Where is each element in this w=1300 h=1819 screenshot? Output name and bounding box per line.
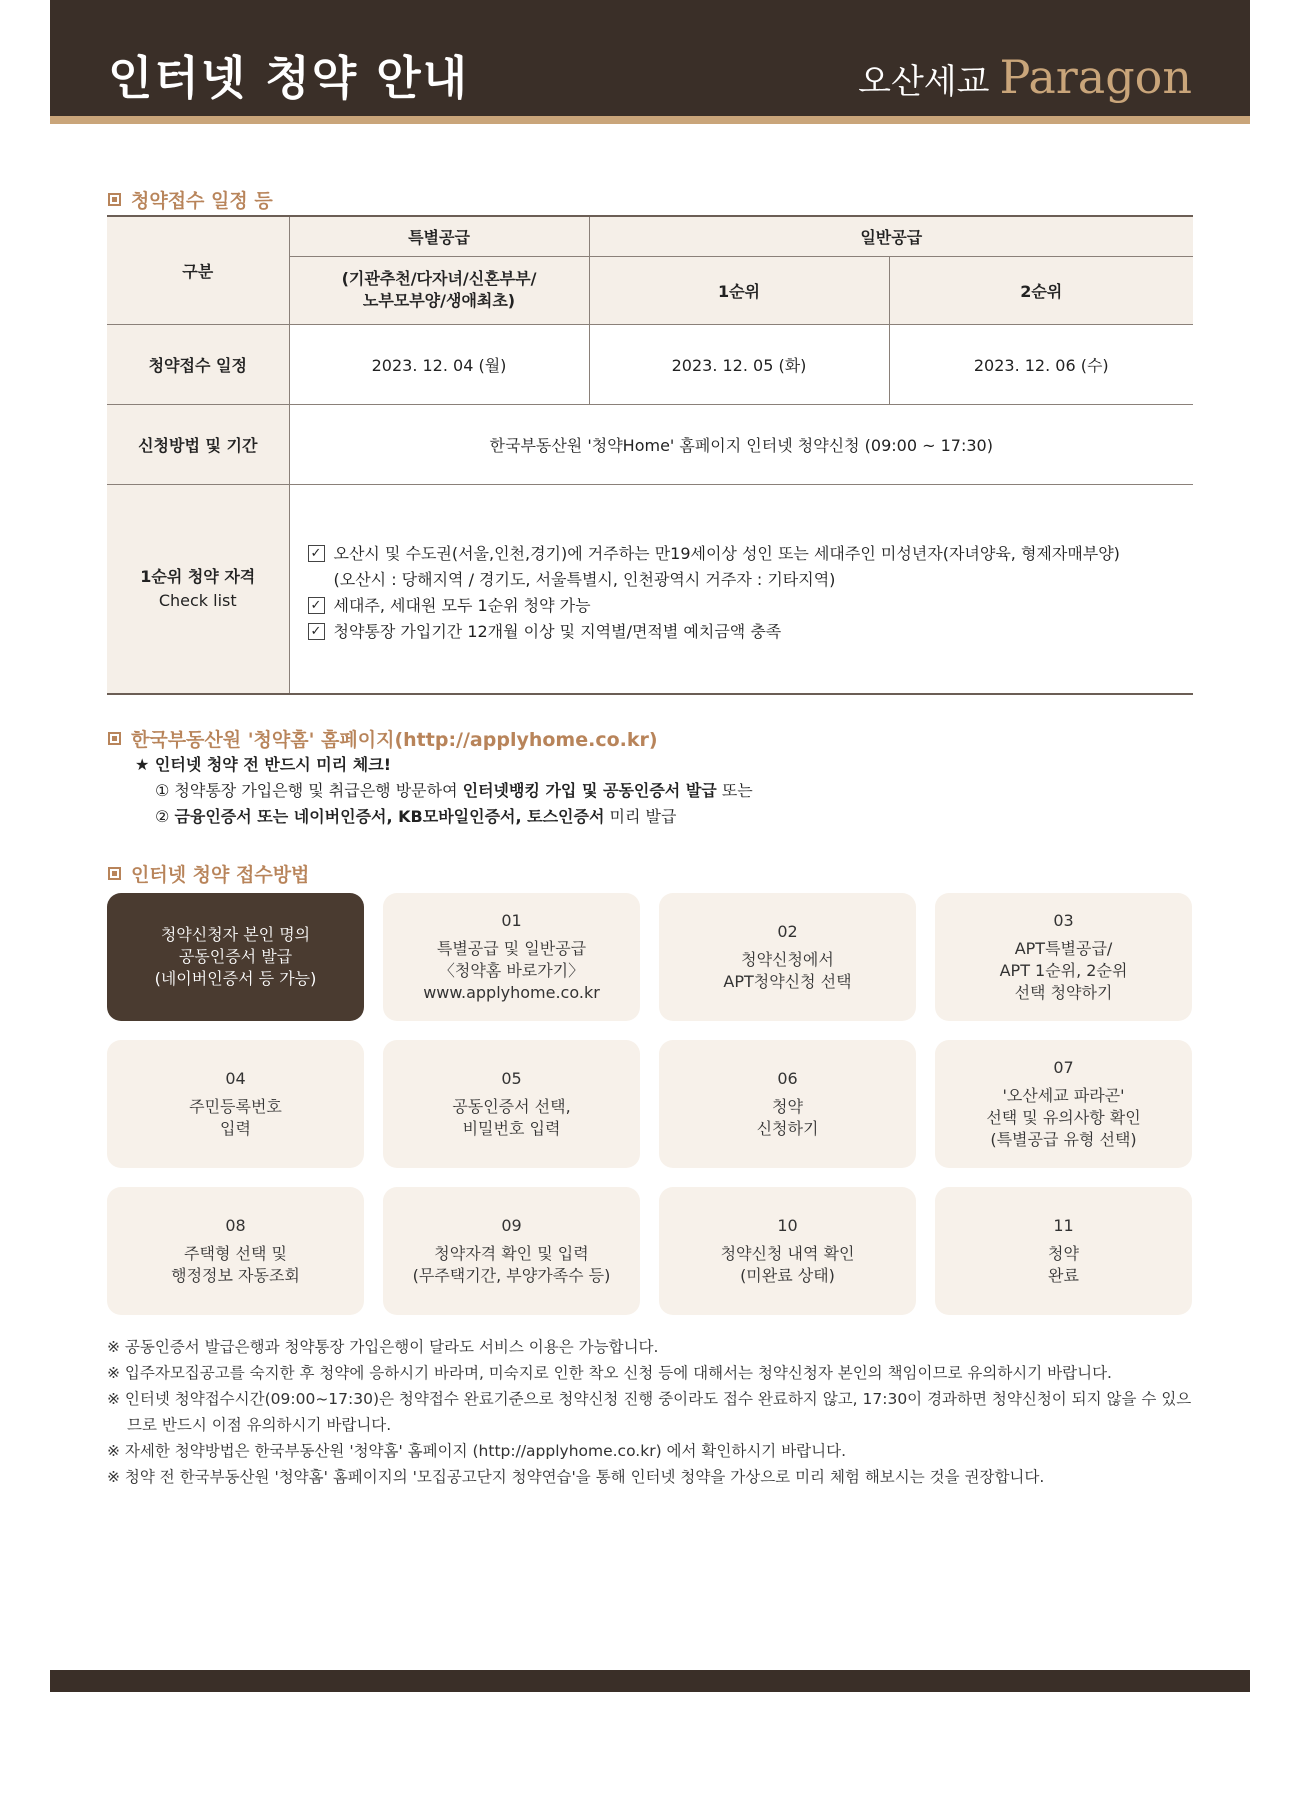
notice-text: ② (155, 807, 175, 826)
notice-heading: ★ 인터넷 청약 전 반드시 미리 체크! (135, 755, 391, 774)
notice-item-2 (155, 804, 676, 827)
square-bullet-icon (108, 193, 121, 206)
step-card (383, 1040, 640, 1168)
step-text: 특별공급 및 일반공급 〈청약홈 바로가기〉 www.applyhome.co.kr (423, 939, 600, 1002)
checklist (290, 533, 1194, 645)
step-number: 07 (1053, 1058, 1074, 1077)
brand-name-kr: 오산세교 (858, 62, 990, 102)
checklist-item (308, 619, 1194, 645)
footnote: ※ 공동인증서 발급은행과 청약통장 가입은행이 달라도 서비스 이용은 가능합니다. (107, 1338, 659, 1356)
header-gubun: 구분 (107, 216, 289, 324)
footnote: ※ 자세한 청약방법은 한국부동산원 '청약홈' 홈페이지 (http://applyhome.co.kr) 에서 확인하시기 바랍니다. (107, 1442, 847, 1460)
checklist-item-note: (오산시 : 당해지역 / 경기도, 서울특별시, 인천광역시 거주자 : 기타지역) (333, 569, 836, 589)
notice-text-bold: 금융인증서 또는 네이버인증서, KB모바일인증서, 토스인증서 (174, 807, 605, 826)
header-special-supply: 특별공급 (289, 216, 589, 256)
brand-logo (858, 50, 1192, 104)
header-rank1: 1순위 (589, 256, 889, 324)
step-text: 청약 완료 (1048, 1244, 1079, 1285)
step-number: 08 (225, 1216, 246, 1235)
step-number: 03 (1053, 911, 1074, 930)
row-label-method: 신청방법 및 기간 (107, 404, 289, 484)
header-general-supply: 일반공급 (589, 216, 1193, 256)
step-text: 청약 신청하기 (756, 1097, 819, 1138)
step-card (659, 1187, 916, 1315)
checklist-label-sub: Check list (158, 590, 237, 610)
step-card (659, 1040, 916, 1168)
step-card (383, 1187, 640, 1315)
schedule-table (107, 215, 1193, 695)
checkbox-checked-icon: ✓ (308, 623, 325, 640)
step-text: 주민등록번호 입력 (189, 1097, 282, 1138)
step-text: 청약자격 확인 및 입력 (무주택기간, 부양가족수 등) (412, 1244, 611, 1285)
step-number: 06 (777, 1069, 798, 1088)
footnote: ※ 입주자모집공고를 숙지한 후 청약에 응하시기 바라며, 미숙지로 인한 착오 신청 등에 대해서는 청약신청자 본인의 책임이므로 유의하시기 바랍니다. (107, 1364, 1112, 1382)
schedule-rank1-date: 2023. 12. 05 (화) (589, 324, 889, 404)
step-number: 09 (501, 1216, 522, 1235)
row-label-schedule: 청약접수 일정 (107, 324, 289, 404)
step-text: 청약신청자 본인 명의 공동인증서 발급 (네이버인증서 등 가능) (154, 925, 317, 988)
brand-name-en: Paragon (999, 50, 1192, 104)
step-card (659, 893, 916, 1021)
step-number: 11 (1053, 1216, 1074, 1235)
step-card (383, 893, 640, 1021)
step-card (935, 893, 1192, 1021)
schedule-rank2-date: 2023. 12. 06 (수) (889, 324, 1193, 404)
notice-text: ① 청약통장 가입은행 및 취급은행 방문하여 (155, 781, 463, 800)
section-title-schedule (108, 186, 273, 213)
step-card (935, 1040, 1192, 1168)
step-text: 주택형 선택 및 행정정보 자동조회 (171, 1244, 300, 1285)
method-text: 한국부동산원 '청약Home' 홈페이지 인터넷 청약신청 (09:00 ~ 17:30) (289, 404, 1193, 484)
notice-text: 미리 발급 (604, 807, 677, 826)
process-steps (107, 893, 1193, 1315)
section-title-text: 한국부동산원 '청약홈' 홈페이지(http://applyhome.co.kr) (131, 729, 658, 751)
section-title-text: 청약접수 일정 등 (131, 190, 273, 212)
checkbox-checked-icon: ✓ (308, 545, 325, 562)
step-number: 04 (225, 1069, 246, 1088)
step-text: 청약신청에서 APT청약신청 선택 (723, 950, 852, 991)
checklist-item (308, 593, 1194, 619)
checklist-item-text: 청약통장 가입기간 12개월 이상 및 지역별/면적별 예치금액 충족 (333, 621, 782, 641)
section-title-applyhome (108, 725, 658, 752)
checklist-cell (289, 484, 1193, 694)
checklist-item (308, 541, 1194, 567)
step-text: '오산세교 파라곤' 선택 및 유의사항 확인 (특별공급 유형 선택) (986, 1086, 1141, 1149)
footnote: ※ 인터넷 청약접수시간(09:00~17:30)은 청약접수 완료기준으로 청약신청 진행 중이라도 접수 완료하지 않고, 17:30이 경과하면 청약신청이 되지 않을 수 있으므로 반드시 이점 유의하시기 바랍니다. (107, 1390, 1192, 1434)
step-card-start (107, 893, 364, 1021)
step-number: 10 (777, 1216, 798, 1235)
header-rank2: 2순위 (889, 256, 1193, 324)
step-number: 01 (501, 911, 522, 930)
checkbox-checked-icon: ✓ (308, 597, 325, 614)
schedule-special-date: 2023. 12. 04 (월) (289, 324, 589, 404)
checklist-item-text: 세대주, 세대원 모두 1순위 청약 가능 (333, 595, 591, 615)
footnote: ※ 청약 전 한국부동산원 '청약홈' 홈페이지의 '모집공고단지 청약연습'을 통해 인터넷 청약을 가상으로 미리 체험 해보시는 것을 권장합니다. (107, 1468, 1045, 1486)
step-text: 청약신청 내역 확인 (미완료 상태) (720, 1244, 855, 1285)
section-title-process (108, 860, 309, 887)
step-card (935, 1187, 1192, 1315)
header-special-supply-types: (기관추천/다자녀/신혼부부/ 노부모부양/생애최초) (289, 256, 589, 324)
step-number: 05 (501, 1069, 522, 1088)
notice-text-bold: 인터넷뱅킹 가입 및 공동인증서 발급 (462, 781, 717, 800)
page-header (50, 0, 1250, 124)
notice-text: 또는 (716, 781, 753, 800)
step-text: 공동인증서 선택, 비밀번호 입력 (452, 1097, 571, 1138)
row-label-checklist (107, 484, 289, 694)
square-bullet-icon (108, 732, 121, 745)
footer-bar (50, 1670, 1250, 1692)
notice-item-1 (155, 778, 753, 801)
step-card (107, 1187, 364, 1315)
section-title-text: 인터넷 청약 접수방법 (131, 864, 310, 886)
step-card (107, 1040, 364, 1168)
checklist-item-text: 오산시 및 수도권(서울,인천,경기)에 거주하는 만19세이상 성인 또는 세대주인 미성년자(자녀양육, 형제자매부양) (333, 543, 1120, 563)
step-number: 02 (777, 922, 798, 941)
step-text: APT특별공급/ APT 1순위, 2순위 선택 청약하기 (999, 939, 1128, 1002)
page-title: 인터넷 청약 안내 (108, 51, 470, 105)
checklist-label-main: 1순위 청약 자격 (140, 566, 256, 586)
footnotes (107, 1334, 1193, 1490)
square-bullet-icon (108, 867, 121, 880)
